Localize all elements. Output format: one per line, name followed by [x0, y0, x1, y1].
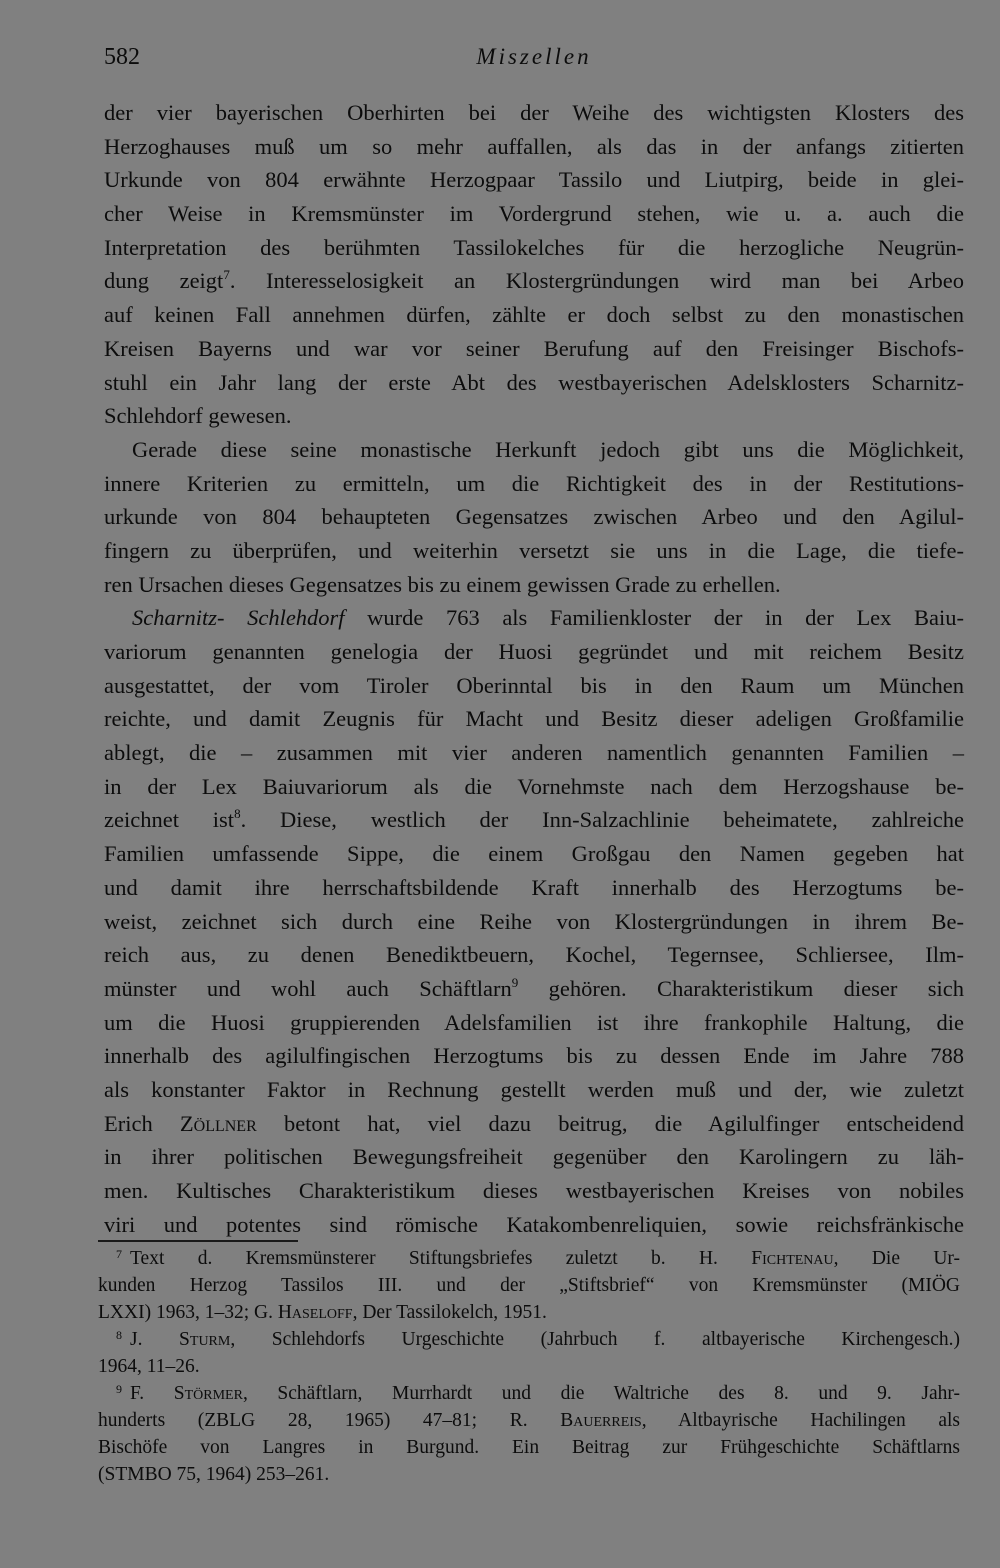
- text-line: reich aus, zu denen Benediktbeuern, Kochel, Tegernsee, Schliersee, Ilm-: [104, 942, 964, 968]
- text-line: der vier bayerischen Oberhirten bei der Weihe des wichtigsten Klosters des: [104, 100, 964, 125]
- footnote-line: hunderts (ZBLG 28, 1965) 47–81; R. Bauerreis, Altbayrische Hachilingen als: [98, 1410, 960, 1431]
- text-line: um die Huosi gruppierenden Adelsfamilien ist ihre frankophile Haltung, die: [104, 1009, 964, 1035]
- text-line: reichte, und damit Zeugnis für Macht und Besitz dieser adeligen Großfamilie: [104, 706, 964, 732]
- text-line: men. Kultisches Charakteristikum dieses westbayerischen Kreises von nobiles: [104, 1178, 964, 1203]
- author-name: Zöllner: [179, 1110, 257, 1136]
- author-name: Bauerreis: [560, 1410, 642, 1431]
- text-line: zeichnet ist$^8$. Diese, westlich der Inn-Salzachlinie beheimatete, zahlreiche: [104, 806, 964, 833]
- footnote-line: $^7$ Text d. Kremsmünsterer Stiftungsbriefes zuletzt b. H. Fichtenau, Die Ur-: [116, 1247, 960, 1269]
- page-number: 582: [104, 44, 140, 70]
- italic-term: Scharnitz- Schlehdorf: [132, 605, 345, 631]
- author-name: Haseloff: [277, 1302, 353, 1323]
- footnote-number: 7: [116, 1247, 122, 1261]
- footnote-line: 1964, 11–26.: [98, 1356, 200, 1377]
- text-line: variorum genannten genelogia der Huosi gegründet und mit reichem Besitz: [104, 639, 964, 664]
- text-line: urkunde von 804 behaupteten Gegensatzes zwischen Arbeo und den Agilul-: [104, 504, 964, 530]
- text-line: cher Weise in Kremsmünster im Vordergrund stehen, wie u. a. auch die: [104, 201, 964, 227]
- text-line: ablegt, die – zusammen mit vier anderen namentlich genannten Familien –: [104, 740, 964, 766]
- text-line: dung zeigt$^7$. Interesselosigkeit an Klostergründungen wird man bei Arbeo: [104, 267, 964, 294]
- text-line: weist, zeichnet sich durch eine Reihe von Klostergründungen in ihrem Be-: [104, 908, 964, 934]
- text-line: stuhl ein Jahr lang der erste Abt des westbayerischen Adelsklosters Scharnitz-: [104, 369, 964, 395]
- author-name: Sturm: [179, 1329, 231, 1350]
- body-text: [104, 96, 964, 1241]
- text-line: Erich Zöllner betont hat, viel dazu beitrug, die Agilulfinger entscheidend: [104, 1110, 964, 1136]
- text-line: Gerade diese seine monastische Herkunft jedoch gibt uns die Möglichkeit,: [132, 436, 964, 462]
- text-line: als konstanter Faktor in Rechnung gestellt werden muß und der, wie zuletzt: [104, 1076, 964, 1102]
- author-name: Fichtenau: [751, 1248, 834, 1269]
- text-line: und damit ihre herrschaftsbildende Kraft innerhalb des Herzogtums be-: [104, 874, 964, 900]
- text-line: Familien umfassende Sippe, die einem Großgau den Namen gegeben hat: [104, 841, 964, 867]
- text-line: münster und wohl auch Schäftlarn$^9$ gehören. Charakteristikum dieser sich: [104, 974, 964, 1001]
- page-header: [104, 44, 964, 80]
- footnote-ref: 8: [234, 806, 241, 822]
- text-line: innere Kriterien zu ermitteln, um die Richtigkeit des in der Restitutions-: [104, 470, 964, 496]
- text-line: ren Ursachen dieses Gegensatzes bis zu einem gewissen Grade zu erhellen.: [104, 571, 781, 597]
- footnote-line: (STMBO 75, 1964) 253–261.: [98, 1464, 330, 1485]
- text-line: Herzoghauses muß um so mehr auffallen, als das in der anfangs zitierten: [104, 133, 964, 159]
- footnote-line: Bischöfe von Langres in Burgund. Ein Beitrag zur Frühgeschichte Schäftlarns: [98, 1437, 960, 1458]
- footnote-ref: 9: [511, 974, 519, 990]
- footnote-ref: 7: [223, 267, 230, 283]
- text-line: in der Lex Baiuvariorum als die Vornehmste nach dem Herzogshause be-: [104, 773, 964, 799]
- footnote-line: $^9$ F. Störmer, Schäftlarn, Murrhardt und die Waltriche des 8. und 9. Jahr-: [116, 1382, 960, 1404]
- footnote-line: $^8$ J. Sturm, Schlehdorfs Urgeschichte (Jahrbuch f. altbayerische Kirchengesch.): [116, 1328, 961, 1350]
- text-line: innerhalb des agilulfingischen Herzogtums bis zu dessen Ende im Jahre 788: [104, 1043, 964, 1069]
- text-line: in ihrer politischen Bewegungsfreiheit gegenüber den Karolingern zu läh-: [104, 1144, 964, 1170]
- text-line: auf keinen Fall annehmen dürfen, zählte er doch selbst zu den monastischen: [104, 302, 964, 328]
- text-line: Urkunde von 804 erwähnte Herzogpaar Tassilo und Liutpirg, beide in glei-: [104, 167, 964, 193]
- footnote-number: 9: [116, 1382, 122, 1396]
- footnote-line: LXXI) 1963, 1–32; G. Haseloff, Der Tassilokelch, 1951.: [98, 1302, 547, 1323]
- footnote-line: kunden Herzog Tassilos III. und der „Stiftsbrief“ von Kremsmünster (MIÖG: [98, 1275, 960, 1296]
- text-line: fingern zu überprüfen, und weiterhin versetzt sie uns in die Lage, die tiefe-: [104, 537, 964, 563]
- text-line: Interpretation des berühmten Tassilokelches für die herzogliche Neugrün-: [104, 234, 964, 260]
- text-line: Kreisen Bayerns und war vor seiner Berufung auf den Freisinger Bischofs-: [104, 335, 964, 361]
- text-line: viri und potentes sind römische Katakombenreliquien, sowie reichsfränkische: [104, 1211, 964, 1237]
- text-line: ausgestattet, der vom Tiroler Oberinntal bis in den Raum um München: [104, 672, 964, 698]
- footnote-number: 8: [116, 1328, 122, 1342]
- text-line: Schlehdorf gewesen.: [104, 403, 292, 429]
- footnote-rule: [98, 1240, 298, 1242]
- footnotes: [98, 1245, 960, 1488]
- author-name: Störmer: [173, 1383, 243, 1404]
- running-head: Miszellen: [476, 44, 592, 69]
- text-line: Scharnitz- Schlehdorf wurde 763 als Familienkloster der in der Lex Baiu-: [132, 605, 964, 631]
